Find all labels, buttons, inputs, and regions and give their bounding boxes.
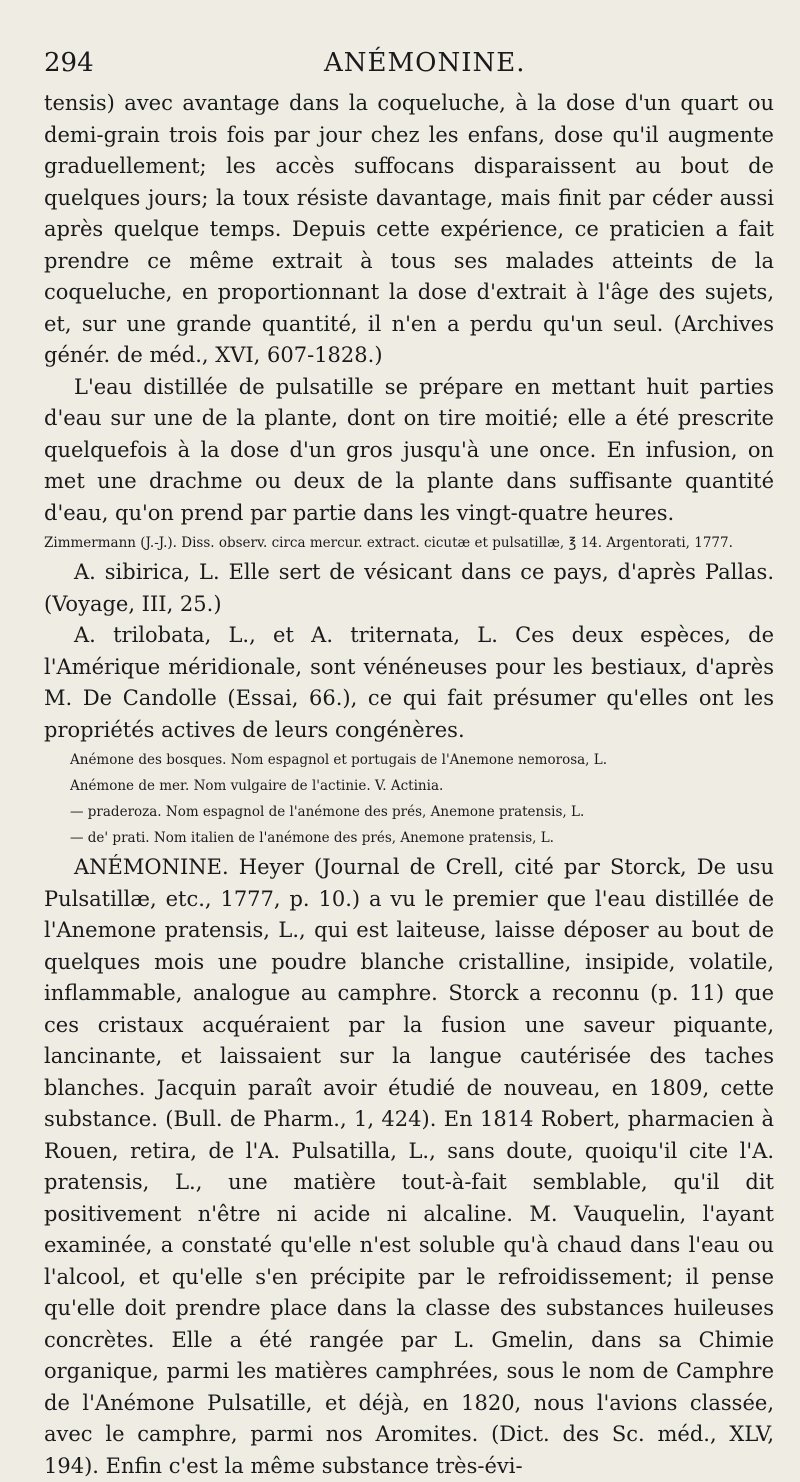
entry-anemone-des-bosques: Anémone des bosques. Nom espagnol et portugais de l'Anemone nemorosa, L. — [70, 752, 608, 768]
paragraph-pulsatilla-extract: tensis) avec avantage dans la coqueluche, à la dose d'un quart ou demi-grain trois fois par jour chez les enfans, dose qu'il augmente graduellement; les accès suffocans disparaissent au bout de quelques jours; la toux résiste davantage, mais finit par céder aussi après quelque temps. Depuis cette expérience, ce praticien a fait prendre ce même extrait à tous ses malades atteints de la coqueluche, en proportionnant la dose d'extrait à l'âge des sujets, et, sur une grande quantité, il n'en a perdu qu'un seul. (Archives génér. de méd., XVI, 607-1828.) — [44, 91, 774, 367]
page-header — [44, 46, 774, 80]
paragraph-anemonine: ANÉMONINE. Heyer (Journal de Crell, cité par Storck, De usu Pulsatillæ, etc., 1777, p. 10.) a vu le premier que l'eau distillée de l'Anemone pratensis, L., qui est laiteuse, laisse déposer au bout de quelques mois une poudre blanche cristalline, insipide, volatile, inflammable, analogue au camphre. Storck a reconnu (p. 11) que ces cristaux acquéraient par la fusion une saveur piquante, lancinante, et laissaient sur la langue cautérisée des taches blanches. Jacquin paraît avoir étudié de nouveau, en 1809, cette substance. (Bull. de Pharm., 1, 424). En 1814 Robert, pharmacien à Rouen, retira, de l'A. Pulsatilla, L., sans doute, quoiqu'il cite l'A. pratensis, L., une matière tout-à-fait semblable, qu'il dit positivement n'être ni acide ni alcaline. M. Vauquelin, l'ayant examinée, a constaté qu'elle n'est soluble qu'à chaud dans l'eau ou l'alcool, et qu'elle s'en précipite par le refroidissement; il pense qu'elle doit prendre place dans la classe des substances huileuses concrètes. Elle a été rangée par L. Gmelin, dans sa Chimie organique, parmi les matières camphrées, sous le nom de Camphre de l'Anémone Pulsatille, et déjà, en 1820, nous l'avions classée, avec le camphre, parmi nos Aromites. (Dict. des Sc. méd., XLV, 194). Enfin c'est la même substance très-évi- — [44, 855, 774, 1478]
page-number: 294 — [44, 48, 94, 78]
entry-anemone-de-mer: Anémone de mer. Nom vulgaire de l'actinie. V. Actinia. — [70, 778, 444, 794]
entry-praderoza: — praderoza. Nom espagnol de l'anémone des prés, Anemone pratensis, L. — [70, 804, 585, 820]
paragraph-anemone-sibirica: A. sibirica, L. Elle sert de vésicant dans ce pays, d'après Pallas. (Voyage, III, 25.) — [44, 560, 774, 616]
entry-de-prati: — de' prati. Nom italien de l'anémone des prés, Anemone pratensis, L. — [70, 830, 554, 846]
paragraph-distilled-water: L'eau distillée de pulsatille se prépare en mettant huit parties d'eau sur une de la plante, dont on tire moitié; elle a été prescrite quelquefois à la dose d'un gros jusqu'à une once. En infusion, on met une drachme ou deux de la plante dans suffisante quantité d'eau, qu'on prend par partie dans les vingt-quatre heures. — [44, 374, 774, 525]
running-title: ANÉMONINE. — [324, 48, 526, 78]
paragraph-anemone-trilobata: A. trilobata, L., et A. triternata, L. Ces deux espèces, de l'Amérique méridionale, sont vénéneuses pour les bestiaux, d'après M. De Candolle (Essai, 66.), ce qui fait présumer qu'elles ont les propriétés actives de leurs congénères. — [44, 623, 774, 742]
reference-note-zimmermann: Zimmermann (J.-J.). Diss. observ. circa mercur. extract. cicutæ et pulsatillæ, ℥ 14. Argentorati, 1777. — [44, 535, 733, 551]
